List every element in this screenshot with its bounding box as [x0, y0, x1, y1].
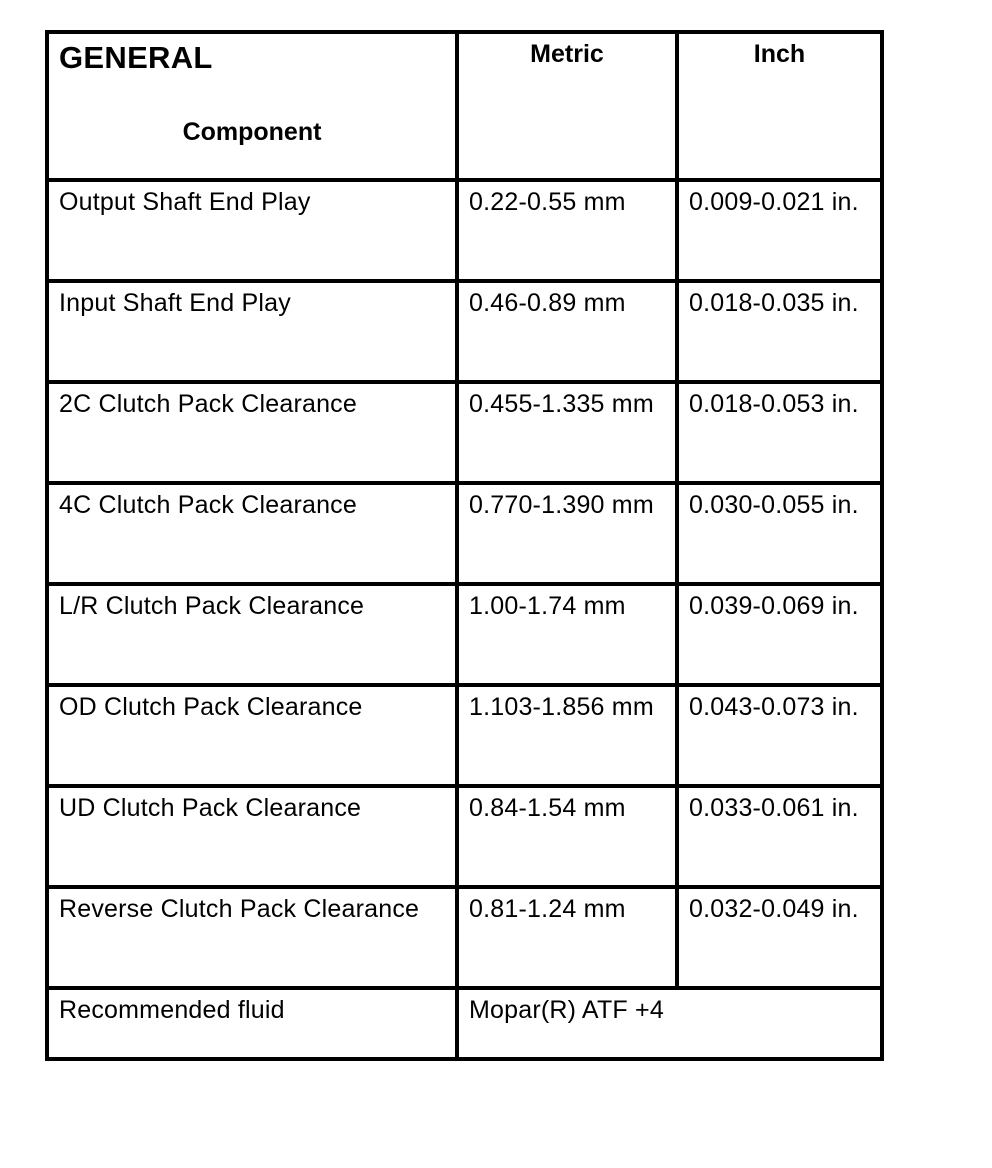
table-row: [47, 180, 882, 281]
metric-cell: [457, 382, 677, 483]
table-row: [47, 786, 882, 887]
table-row: [47, 281, 882, 382]
component-cell: [47, 180, 457, 281]
metric-value: 0.22-0.55 mm: [469, 188, 626, 216]
component-value: Output Shaft End Play: [59, 188, 311, 216]
component-cell: [47, 887, 457, 988]
metric-value: 1.00-1.74 mm: [469, 592, 626, 620]
inch-cell: [677, 584, 882, 685]
fluid-value-cell: [457, 988, 882, 1059]
component-cell: [47, 281, 457, 382]
metric-value: 1.103-1.856 mm: [469, 693, 654, 721]
metric-header-cell: [457, 32, 677, 180]
component-value: Reverse Clutch Pack Clearance: [59, 895, 420, 923]
inch-value: 0.032-0.049 in.: [689, 895, 859, 923]
metric-cell: [457, 685, 677, 786]
component-cell: [47, 584, 457, 685]
table-row: [47, 584, 882, 685]
component-cell: [47, 483, 457, 584]
inch-value: 0.018-0.035 in.: [689, 289, 859, 317]
inch-value: 0.033-0.061 in.: [689, 794, 859, 822]
inch-value: 0.018-0.053 in.: [689, 390, 859, 418]
table-row: [47, 382, 882, 483]
component-value: UD Clutch Pack Clearance: [59, 794, 362, 822]
inch-cell: [677, 786, 882, 887]
metric-cell: [457, 584, 677, 685]
recommended-fluid-row: [47, 988, 882, 1059]
metric-value: 0.455-1.335 mm: [469, 390, 654, 418]
inch-column-header: Inch: [753, 40, 806, 68]
component-value: L/R Clutch Pack Clearance: [59, 592, 365, 620]
metric-cell: [457, 483, 677, 584]
specifications-table: [45, 30, 884, 1061]
fluid-label: Recommended fluid: [59, 996, 285, 1024]
component-cell: [47, 382, 457, 483]
component-value: 2C Clutch Pack Clearance: [59, 390, 357, 418]
inch-header-cell: [677, 32, 882, 180]
metric-value: 0.84-1.54 mm: [469, 794, 626, 822]
inch-cell: [677, 382, 882, 483]
metric-cell: [457, 281, 677, 382]
section-title: GENERAL: [59, 40, 213, 75]
metric-value: 0.81-1.24 mm: [469, 895, 626, 923]
inch-cell: [677, 180, 882, 281]
metric-value: 0.46-0.89 mm: [469, 289, 626, 317]
inch-value: 0.043-0.073 in.: [689, 693, 859, 721]
component-value: 4C Clutch Pack Clearance: [59, 491, 357, 519]
component-header-cell: [47, 32, 457, 180]
table-header-row: [47, 32, 882, 180]
component-value: Input Shaft End Play: [59, 289, 291, 317]
inch-cell: [677, 483, 882, 584]
inch-cell: [677, 281, 882, 382]
metric-value: 0.770-1.390 mm: [469, 491, 654, 519]
fluid-label-cell: [47, 988, 457, 1059]
component-column-header: Component: [182, 118, 322, 146]
table-row: [47, 685, 882, 786]
component-cell: [47, 685, 457, 786]
metric-cell: [457, 786, 677, 887]
table-row: [47, 483, 882, 584]
inch-cell: [677, 685, 882, 786]
inch-value: 0.030-0.055 in.: [689, 491, 859, 519]
inch-cell: [677, 887, 882, 988]
metric-column-header: Metric: [530, 40, 604, 68]
metric-cell: [457, 180, 677, 281]
fluid-value: Mopar(R) ATF +4: [469, 996, 664, 1024]
table-row: [47, 887, 882, 988]
inch-value: 0.039-0.069 in.: [689, 592, 859, 620]
component-cell: [47, 786, 457, 887]
inch-value: 0.009-0.021 in.: [689, 188, 859, 216]
metric-cell: [457, 887, 677, 988]
component-value: OD Clutch Pack Clearance: [59, 693, 363, 721]
